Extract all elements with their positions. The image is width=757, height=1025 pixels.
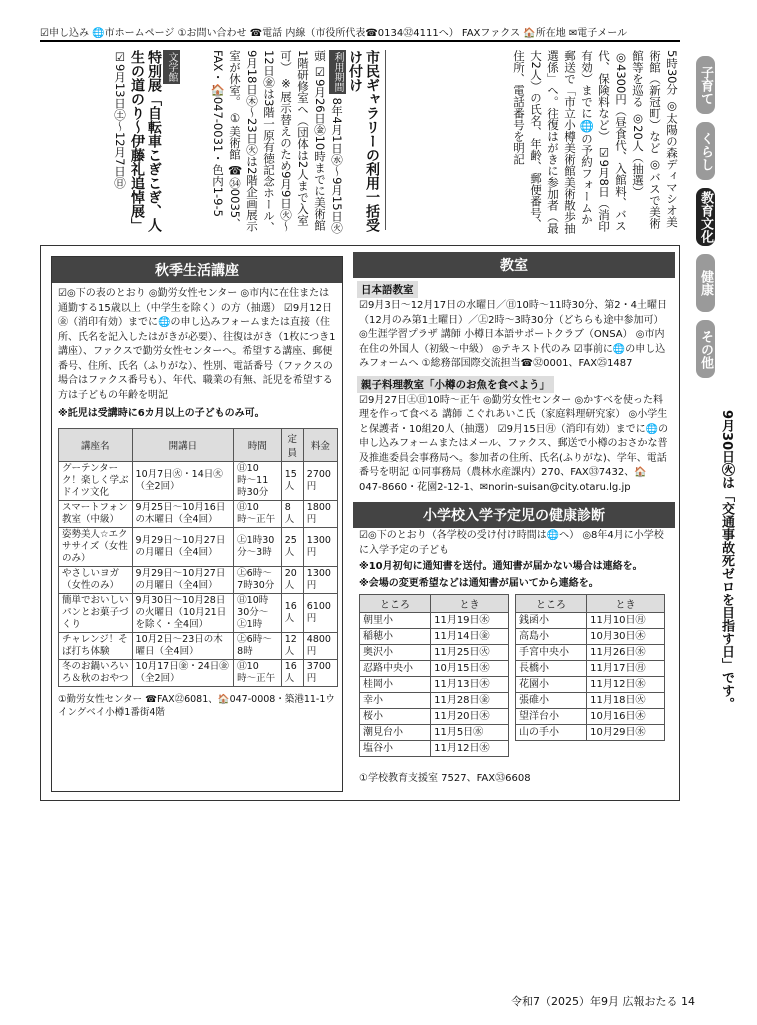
course-capacity: 20人 <box>281 566 303 593</box>
course-fee: 4800円 <box>303 632 337 659</box>
course-table <box>58 428 338 687</box>
table-row <box>516 661 665 677</box>
table-row <box>59 632 338 659</box>
course-fee: 1800円 <box>303 500 337 527</box>
school-name: 長橋小 <box>516 661 587 677</box>
school-name: 山の手小 <box>516 725 587 741</box>
table-row <box>59 500 338 527</box>
course-fee: 2700円 <box>303 461 337 500</box>
gallery-title: 市民ギャラリーの利用一括受け付け <box>347 50 380 232</box>
course-capacity: 16人 <box>281 593 303 632</box>
course-dates: 9月25日〜10月16日の木曜日（全4回） <box>132 500 234 527</box>
table-row <box>516 693 665 709</box>
school-table-right <box>515 594 665 741</box>
course-fee: 1300円 <box>303 527 337 566</box>
col-fee: 料金 <box>303 428 337 461</box>
course-capacity: 12人 <box>281 632 303 659</box>
school-date: 11月12日㊌ <box>587 677 665 693</box>
course-dates: 10月7日㊋・14日㊋（全2回） <box>132 461 234 500</box>
school-name: 朝里小 <box>360 613 431 629</box>
gallery-column <box>190 50 380 234</box>
museum-tour-text: 5時30分 ◎太陽の森ディマシオ美術館（新冠町）など ◎バスで美術館等を巡る ◎20人（抽選） ◎4300円（昼食代、入館料、バス代、保険料など） ☑9月8日（消印有効）までに🌐の予約フォームか郵送で「市立小樽美術館美術散歩抽選係」へ。往復はがきに参加者（最大2人）の氏名、年齢、郵便番号、住所、電話番号を明記 <box>512 50 679 234</box>
school-name: 幸小 <box>360 693 431 709</box>
tab-health[interactable]: 健康 <box>696 254 715 312</box>
school-date: 11月12日㊌ <box>431 741 509 757</box>
autumn-course-panel <box>51 256 343 792</box>
health-check-body: ☑◎下のとおり（各学校の受け付け時間は🌐へ） ◎8年4月に小学校に入学予定の子ども <box>359 530 664 556</box>
school-name: 忍路中央小 <box>360 661 431 677</box>
school-date: 11月5日㊌ <box>431 725 509 741</box>
col-capacity: 定員 <box>281 428 303 461</box>
cooking-class-body: ☑9月27日㊏㊐10時〜正午 ◎勤労女性センター ◎かすべを使った料理を作って食べる 講師 こぐれあいこ氏（家庭料理研究家） ◎小学生と保護者・10組20人（抽選） ☑9月15日㊊（消印有効）までに🌐の申し込みフォームまたはメール、ファクス、郵送で小樽のおさかな普及推進委員会事務局へ。参加者の住所、氏名(ふりがな)、学年、電話番号を明記 ①同事務局（農林水産課内）270、FAX㉝7432、🏠047-8660・花園2-12-1、✉norin-suisan@city.otaru.lg.jp <box>359 394 669 493</box>
tab-other[interactable]: その他 <box>696 320 715 378</box>
school-date: 11月10日㊊ <box>587 613 665 629</box>
course-time: ㊐10時〜11時30分 <box>234 461 282 500</box>
school-name: 潮見台小 <box>360 725 431 741</box>
col-place: ところ <box>516 595 587 613</box>
course-time: ㊤6時〜7時30分 <box>234 566 282 593</box>
course-dates: 10月17日㊎・24日㊎（全2回） <box>132 659 234 686</box>
main-box <box>40 245 680 801</box>
right-panel <box>353 250 675 796</box>
col-course-name: 講座名 <box>59 428 133 461</box>
school-name: 桜小 <box>360 709 431 725</box>
school-name: 張碓小 <box>516 693 587 709</box>
tab-living[interactable]: くらし <box>696 122 715 180</box>
table-row <box>516 709 665 725</box>
gallery-badge: 利用期間 <box>329 50 346 94</box>
autumn-course-contact: ①勤労女性センター ☎FAX㉒6081、🏠047-0008・築港11-1ウイングベイ小樽1番街4階 <box>58 693 335 718</box>
table-row <box>360 645 509 661</box>
school-date: 11月18日㊋ <box>587 693 665 709</box>
course-capacity: 15人 <box>281 461 303 500</box>
exhibit-column <box>40 50 180 234</box>
health-check-title: 小学校入学予定児の健康診断 <box>353 502 675 528</box>
column-divider <box>385 50 386 230</box>
japanese-class-body: ☑9月3日〜12月17日の水曜日／㊐10時〜11時30分、第2・4土曜日（12月のみ第1土曜日）／㊤2時〜3時30分（どちらも途中参加可） ◎生涯学習プラザ 講師 小樽日本語サポートクラブ（ONSA） ◎市内在住の外国人（初級〜中級） ◎テキスト代のみ ☑事前に🌐の申し込みフォームへ ①総務部国際交流担当☎㉜0001、FAX㉕1487 <box>359 300 668 369</box>
course-name: やさしいヨガ（女性のみ） <box>59 566 133 593</box>
classroom-title: 教室 <box>353 252 675 278</box>
school-name: 手宮中央小 <box>516 645 587 661</box>
col-dates: 開講日 <box>132 428 234 461</box>
school-name: 塩谷小 <box>360 741 431 757</box>
course-dates: 9月29日〜10月27日の月曜日（全4回） <box>132 566 234 593</box>
table-row <box>360 629 509 645</box>
course-time: ㊤6時〜8時 <box>234 632 282 659</box>
table-row <box>360 741 509 757</box>
course-time: ㊐10時30分〜㊤1時 <box>234 593 282 632</box>
school-date: 11月17日㊊ <box>587 661 665 677</box>
school-date: 11月26日㊌ <box>587 645 665 661</box>
traffic-safety-note: 9月30日㊋は「交通事故死ゼロを目指す日」です。 <box>719 410 734 711</box>
school-date: 10月30日㊍ <box>587 629 665 645</box>
col-date: とき <box>431 595 509 613</box>
course-name: グーテンターク！楽しく学ぶドイツ文化 <box>59 461 133 500</box>
school-date: 11月28日㊎ <box>431 693 509 709</box>
top-columns <box>40 46 680 236</box>
school-date: 10月29日㊌ <box>587 725 665 741</box>
legend-rule <box>40 40 680 42</box>
school-date: 11月14日㊎ <box>431 629 509 645</box>
health-contact: ①学校教育支援室 7527、FAX㉝6608 <box>359 773 531 784</box>
table-row <box>360 709 509 725</box>
exhibit-title: 特別展「自転車こぎこぎ、人生の道のり〜伊藤礼追悼展」 <box>129 50 162 232</box>
course-capacity: 16人 <box>281 659 303 686</box>
school-schedule <box>359 594 669 769</box>
course-name: 姿勢美人☆エクササイズ（女性のみ） <box>59 527 133 566</box>
museum-tour-column <box>395 50 680 234</box>
table-row <box>360 677 509 693</box>
course-fee: 6100円 <box>303 593 337 632</box>
school-name: 銭函小 <box>516 613 587 629</box>
japanese-class-title: 日本語教室 <box>357 281 418 298</box>
table-row <box>59 659 338 686</box>
col-place: ところ <box>360 595 431 613</box>
table-row <box>59 566 338 593</box>
course-name: 冬のお鍋いろいろ＆秋のおやつ <box>59 659 133 686</box>
school-name: 稲穂小 <box>360 629 431 645</box>
table-row <box>360 613 509 629</box>
col-date: とき <box>587 595 665 613</box>
course-fee: 3700円 <box>303 659 337 686</box>
course-time: ㊐10時〜正午 <box>234 659 282 686</box>
table-row <box>516 645 665 661</box>
cooking-class-title: 親子料理教室「小樽のお魚を食べよう」 <box>357 376 554 393</box>
course-name: 簡単でおいしいパンとお菓子づくり <box>59 593 133 632</box>
school-name: 桂岡小 <box>360 677 431 693</box>
course-time: ㊤1時30分〜3時 <box>234 527 282 566</box>
table-row <box>360 725 509 741</box>
exhibit-dates: ☑9月13日㊏〜12月7日㊐ <box>113 50 127 189</box>
table-row <box>516 613 665 629</box>
page-footer: 令和7（2025）年9月 広報おたる 14 <box>511 995 695 1008</box>
category-tabs <box>696 56 742 386</box>
gallery-body: 8年4月1日㊌〜9月15日㊋ 頭 ☑9月26日㊎10時までに美術館1階研修室へ（団体は2人まで入室可） ※展示替えのため9月9日㊋〜12日㊎は3階一原有徳記念ホール、9月18日㊍〜23日㊋は2階企画展示室が休室。 ①美術館 ☎㉞0035、FAX・🏠047-0031・色内1-9-5 <box>211 50 344 234</box>
course-capacity: 8人 <box>281 500 303 527</box>
course-name: スマートフォン教室（中級） <box>59 500 133 527</box>
autumn-course-title: 秋季生活講座 <box>52 257 342 283</box>
school-table-left <box>359 594 509 757</box>
course-dates: 9月29日〜10月27日の月曜日（全4回） <box>132 527 234 566</box>
school-date: 11月20日㊍ <box>431 709 509 725</box>
course-time: ㊐10時〜正午 <box>234 500 282 527</box>
tab-childcare[interactable]: 子育て <box>696 56 715 114</box>
tab-education-culture[interactable]: 教育文化 <box>696 188 715 246</box>
table-row <box>360 693 509 709</box>
exhibit-badge: 文学館 <box>163 50 180 84</box>
school-date: 11月13日㊍ <box>431 677 509 693</box>
school-date: 11月19日㊌ <box>431 613 509 629</box>
table-row <box>516 677 665 693</box>
legend-bar: ☑申し込み 🌐市ホームページ ①お問い合わせ ☎電話 内線（市役所代表☎0134㉜4111へ） FAXファクス 🏠所在地 ✉電子メール <box>40 28 628 39</box>
table-row <box>59 527 338 566</box>
school-name: 奥沢小 <box>360 645 431 661</box>
course-dates: 10月2日〜23日の木曜日（全4回） <box>132 632 234 659</box>
course-fee: 1300円 <box>303 566 337 593</box>
school-date: 10月16日㊍ <box>587 709 665 725</box>
childcare-note: ※託児は受講時に6カ月以上の子どものみ可。 <box>58 408 265 419</box>
table-row <box>360 661 509 677</box>
table-row <box>516 629 665 645</box>
col-time: 時間 <box>234 428 282 461</box>
table-row <box>516 725 665 741</box>
health-note-2: ※会場の変更希望などは通知書が届いてから連絡を。 <box>359 577 599 589</box>
course-dates: 9月30日〜10月28日の火曜日（10月21日を除く・全4回） <box>132 593 234 632</box>
school-name: 望洋台小 <box>516 709 587 725</box>
school-name: 花園小 <box>516 677 587 693</box>
table-row <box>59 593 338 632</box>
school-date: 10月15日㊌ <box>431 661 509 677</box>
school-name: 高島小 <box>516 629 587 645</box>
health-note-1: ※10月初旬に通知書を送付。通知書が届かない場合は連絡を。 <box>359 561 643 572</box>
course-name: チャレンジ！そば打ち体験 <box>59 632 133 659</box>
table-row <box>59 461 338 500</box>
autumn-course-body: ☑◎下の表のとおり ◎勤労女性センター ◎市内に在住または通勤する15歳以上（中学生を除く）の方（抽選） ☑9月12日㊎（消印有効）までに🌐の申し込みフォームまたは直接（住所、氏名を記入したはがきが必要）、往復はがき（1枚につき1講座）、ファクスで勤労女性センターへ。希望する講座、郵便番号、住所、氏名（ふりがな）、性別、電話番号（ファクスの場合はファクス番号も）、年代、職業の有無、託児を希望する方は子どもの年齢を明記 <box>58 288 336 401</box>
school-date: 11月25日㊋ <box>431 645 509 661</box>
course-capacity: 25人 <box>281 527 303 566</box>
